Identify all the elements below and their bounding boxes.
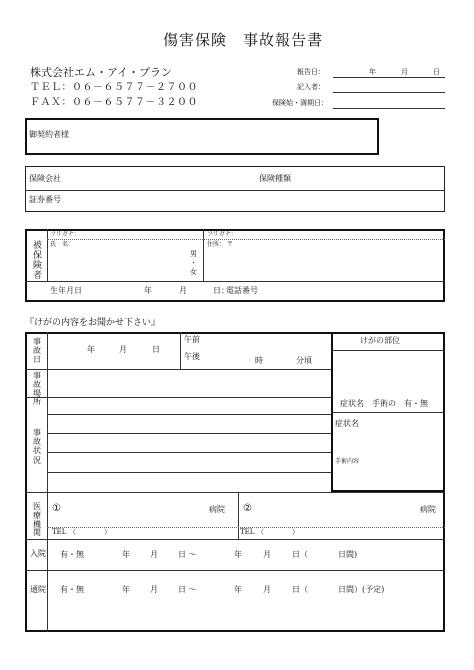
page-title: 傷害保険 事故報告書 bbox=[163, 31, 324, 49]
symptom-surgery-label: 症状名 手術の 有・無 bbox=[340, 399, 428, 408]
furigana-dots-right bbox=[203, 239, 445, 240]
gender-male[interactable]: 男 bbox=[190, 250, 197, 258]
outpatient-label: 通院 bbox=[30, 585, 46, 594]
outpatient-to-day: 日（ bbox=[292, 585, 308, 594]
name-label: 氏 名： bbox=[50, 241, 75, 248]
situation-row-bottom bbox=[25, 492, 445, 493]
company-name: 株式会社エム・アイ・プラン bbox=[30, 66, 173, 79]
period-input[interactable] bbox=[333, 99, 445, 108]
minute-label: 分頃 bbox=[296, 356, 312, 365]
insured-phone-input[interactable] bbox=[270, 285, 440, 298]
surgery-input[interactable] bbox=[335, 470, 441, 488]
situation-line-2 bbox=[47, 433, 331, 434]
situation-line-4 bbox=[47, 472, 331, 473]
report-date-label: 報告日： bbox=[297, 68, 325, 76]
situation-input-5[interactable] bbox=[52, 476, 326, 489]
hospital-2-tel-label: TEL bbox=[240, 528, 255, 536]
hospital-1-input[interactable] bbox=[66, 503, 206, 517]
situation-input-2[interactable] bbox=[52, 418, 326, 431]
hospital-1-tel-paren: （ ） bbox=[69, 528, 111, 536]
writer-label: 記入者： bbox=[297, 83, 325, 91]
hospital-1-tel-label: TEL bbox=[52, 528, 67, 536]
hospital-1-number: ① bbox=[52, 503, 61, 514]
cert-number-input[interactable] bbox=[70, 194, 440, 208]
insured-name-input[interactable] bbox=[75, 250, 185, 266]
insurance-type-input[interactable] bbox=[300, 172, 440, 186]
situation-line-1 bbox=[47, 414, 331, 415]
hospital-2-number: ② bbox=[243, 503, 252, 514]
place-row-bottom bbox=[25, 397, 331, 398]
accident-place-input[interactable] bbox=[52, 376, 326, 392]
situation-input-3[interactable] bbox=[52, 437, 326, 450]
name-furigana-label: フリガナ： bbox=[50, 231, 80, 238]
report-year-label: 年 bbox=[369, 68, 376, 76]
situation-line-3 bbox=[47, 452, 331, 453]
gender-female[interactable]: 女 bbox=[190, 268, 197, 276]
medical-row-bottom bbox=[25, 539, 445, 540]
injury-part-input[interactable] bbox=[335, 353, 441, 389]
accident-date-label: 事故日 bbox=[33, 337, 41, 365]
insured-address-input[interactable] bbox=[238, 250, 438, 266]
accident-place-label: 事故場所 bbox=[33, 371, 41, 407]
birth-label: 生年月日 bbox=[50, 286, 82, 295]
am-option[interactable]: 午前 bbox=[184, 335, 200, 344]
situation-input-4[interactable] bbox=[52, 456, 326, 469]
writer-underline bbox=[333, 92, 445, 93]
hospital-2-tel-paren: （ ） bbox=[257, 528, 299, 536]
postal-mark: 〒 bbox=[227, 241, 234, 248]
hospitalization-label: 入院 bbox=[30, 549, 46, 558]
accident-day-label: 日 bbox=[152, 345, 160, 354]
report-date-input[interactable] bbox=[333, 68, 445, 77]
company-fax: ＦＡＸ：０６－６５７７－３２００ bbox=[30, 97, 198, 108]
hospital-2-label: 病院 bbox=[420, 505, 436, 514]
birth-day-label: 日： bbox=[213, 286, 229, 295]
outpatient-from-day: 日 〜 bbox=[178, 585, 197, 594]
outpatient-from-month: 月 bbox=[150, 585, 158, 594]
address-furigana-label: フリガナ： bbox=[207, 231, 237, 238]
hosp-from-year: 年 bbox=[122, 550, 130, 559]
insurance-company-label: 保険会社 bbox=[29, 174, 61, 183]
injury-heading: 『けがの内容をお聞かせ下さい』 bbox=[25, 318, 161, 328]
hospital-2-input[interactable] bbox=[257, 503, 417, 517]
company-tel: ＴＥＬ：０６－６５７７－２７００ bbox=[30, 82, 198, 93]
insurance-type-label: 保険種類 bbox=[259, 174, 291, 183]
hospitalization-row-bottom bbox=[25, 570, 445, 571]
report-month-label: 月 bbox=[401, 68, 408, 76]
phone-label: 電話番号 bbox=[226, 286, 258, 295]
policyholder-input[interactable] bbox=[80, 128, 370, 142]
report-date-underline bbox=[333, 77, 445, 78]
accident-month-label: 月 bbox=[119, 345, 127, 354]
report-day-label: 日 bbox=[433, 68, 440, 76]
insurance-company-input[interactable] bbox=[70, 172, 250, 186]
hosp-from-day: 日 〜 bbox=[178, 550, 197, 559]
hosp-days: 日間) bbox=[338, 550, 358, 559]
outpatient-days: 日間）(予定) bbox=[338, 585, 385, 594]
writer-input[interactable] bbox=[333, 83, 445, 92]
pm-option[interactable]: 午後 bbox=[184, 352, 200, 361]
hospital-divider bbox=[238, 492, 239, 539]
hour-label: 時 bbox=[255, 356, 263, 365]
symptom-input[interactable] bbox=[360, 418, 442, 448]
period-underline bbox=[333, 108, 445, 109]
hosp-from-month: 月 bbox=[150, 550, 158, 559]
date-row-bottom bbox=[25, 369, 331, 370]
medical-institution-label: 医療機関 bbox=[33, 502, 41, 538]
situation-input-1[interactable] bbox=[52, 400, 326, 413]
insured-section-label: 被保険者 bbox=[31, 240, 41, 280]
furigana-dots-left bbox=[47, 239, 203, 240]
period-label: 保険始・満期日： bbox=[272, 99, 328, 107]
insured-mid-divider bbox=[203, 229, 204, 281]
surgery-label: 手術内容 bbox=[335, 458, 360, 465]
policyholder-label: 御契約者様 bbox=[29, 130, 69, 139]
hosp-to-month: 月 bbox=[263, 550, 271, 559]
insurance-divider bbox=[25, 190, 445, 191]
hospitalization-yes-no[interactable]: 有・無 bbox=[60, 550, 84, 559]
outpatient-from-year: 年 bbox=[122, 585, 130, 594]
gender-separator: ・ bbox=[190, 259, 197, 267]
cert-number-label: 証券番号 bbox=[29, 195, 61, 204]
date-time-divider bbox=[180, 332, 181, 369]
hospital-1-label: 病院 bbox=[209, 505, 225, 514]
symptom-label: 症状名 bbox=[335, 419, 359, 428]
birth-year-label: 年 bbox=[144, 286, 152, 295]
outpatient-to-year: 年 bbox=[234, 585, 242, 594]
outpatient-yes-no[interactable]: 有・無 bbox=[60, 585, 84, 594]
injury-label-divider bbox=[47, 332, 48, 632]
insured-label-divider bbox=[47, 229, 48, 281]
birth-month-label: 月 bbox=[179, 286, 187, 295]
accident-situation-label: 事故状況 bbox=[33, 428, 41, 465]
accident-year-label: 年 bbox=[87, 345, 95, 354]
outpatient-to-month: 月 bbox=[263, 585, 271, 594]
hosp-to-day: 日（ bbox=[292, 550, 308, 559]
insured-bottom-divider bbox=[25, 281, 445, 282]
injury-part-header-line bbox=[331, 350, 445, 351]
address-label: 住所： bbox=[207, 241, 226, 248]
hosp-to-year: 年 bbox=[234, 550, 242, 559]
symptom-header-line bbox=[331, 412, 445, 413]
injury-part-label: けがの部位 bbox=[360, 336, 400, 345]
